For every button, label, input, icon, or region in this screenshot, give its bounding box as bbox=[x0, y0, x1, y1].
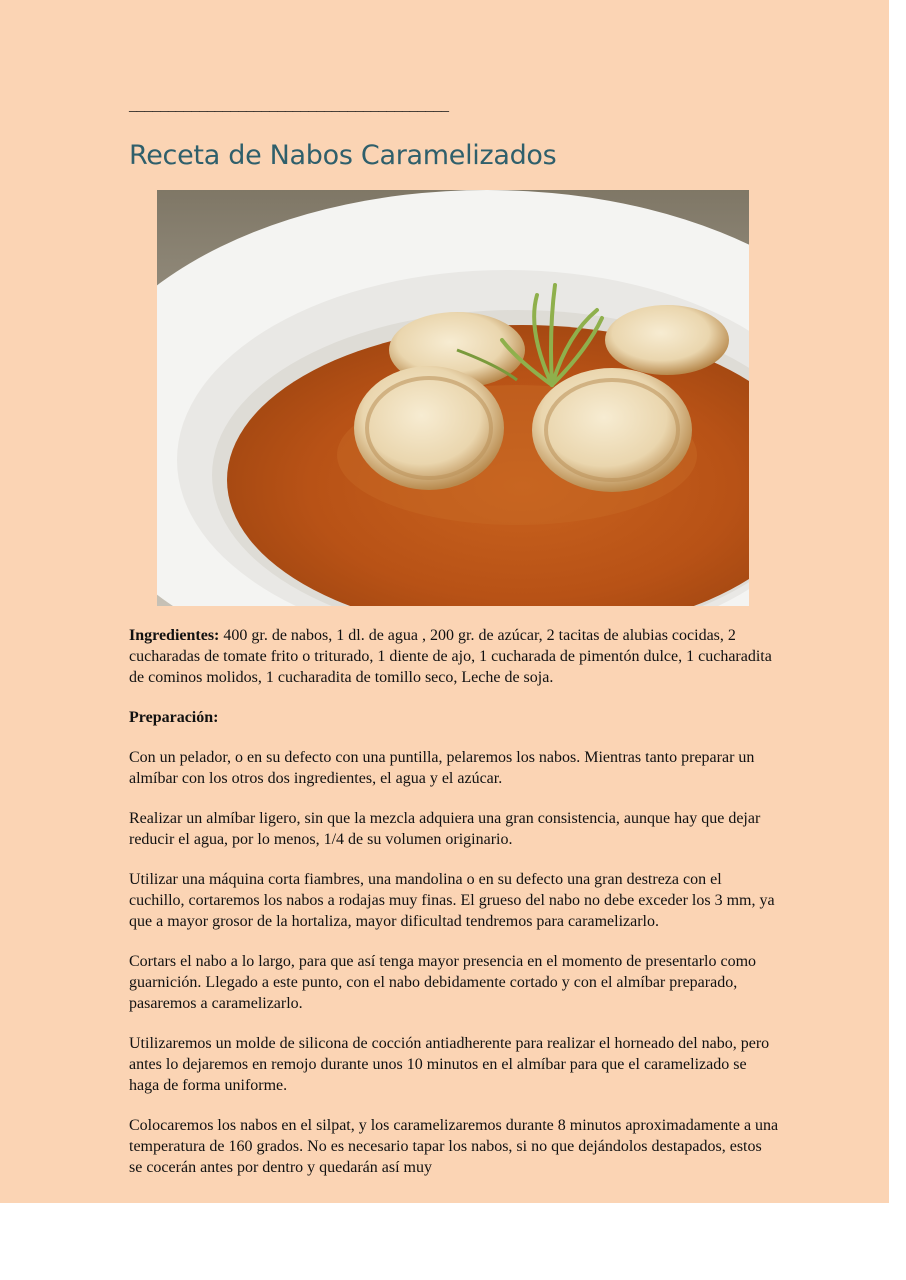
recipe-title: Receta de Nabos Caramelizados bbox=[129, 140, 557, 171]
ingredients-text: 400 gr. de nabos, 1 dl. de agua , 200 gr. de azúcar, 2 tacitas de alubias cocidas, 2 cucharadas de tomate frito o triturado, 1 diente de ajo, 1 cucharada de pimentón dulce, 1 cucharadita de cominos molidos, 1 cucharadita de tomillo seco, Leche de soja. bbox=[129, 627, 772, 686]
preparation-step-4: Cortars el nabo a lo largo, para que así tenga mayor presencia en el momento de presentarlo como guarnición. Llegado a este punto, con el nabo debidamente cortado y con el almíbar preparado, pasaremos a caramelizarlo. bbox=[129, 953, 757, 1012]
horizontal-rule: _________________________________________ bbox=[129, 97, 449, 114]
recipe-photo bbox=[157, 190, 749, 606]
preparation-step-1: Con un pelador, o en su defecto con una puntilla, pelaremos los nabos. Mientras tanto preparar un almíbar con los otros dos ingredientes, el agua y el azúcar. bbox=[129, 749, 755, 787]
turnip-dish-image bbox=[157, 190, 749, 606]
recipe-body bbox=[129, 625, 779, 1197]
preparation-step-5: Utilizaremos un molde de silicona de cocción antiadherente para realizar el horneado del nabo, pero antes lo dejaremos en remojo durante unos 10 minutos en el almíbar para que el caramelizado se haga de forma uniforme. bbox=[129, 1035, 770, 1094]
preparation-step-3: Utilizar una máquina corta fiambres, una mandolina o en su defecto una gran destreza con el cuchillo, cortaremos los nabos a rodajas muy finas. El grueso del nabo no debe exceder los 3 mm, ya que a mayor grosor de la hortaliza, mayor dificultad tendremos para caramelizarlo. bbox=[129, 871, 775, 930]
preparation-step-2: Realizar un almíbar ligero, sin que la mezcla adquiera una gran consistencia, aunque hay que dejar reducir el agua, por lo menos, 1/4 de su volumen originario. bbox=[129, 810, 761, 848]
ingredients-label: Ingredientes: bbox=[129, 627, 220, 644]
document-header bbox=[129, 96, 777, 174]
preparation-step-6: Colocaremos los nabos en el silpat, y los caramelizaremos durante 8 minutos aproximadamente a una temperatura de 160 grados. No es necesario tapar los nabos, si no que dejándolos destapados, estos se cocerán antes por dentro y quedarán así muy bbox=[129, 1117, 779, 1176]
ingredients-paragraph bbox=[129, 625, 779, 688]
preparation-heading-paragraph bbox=[129, 707, 779, 728]
preparation-label: Preparación: bbox=[129, 709, 219, 726]
